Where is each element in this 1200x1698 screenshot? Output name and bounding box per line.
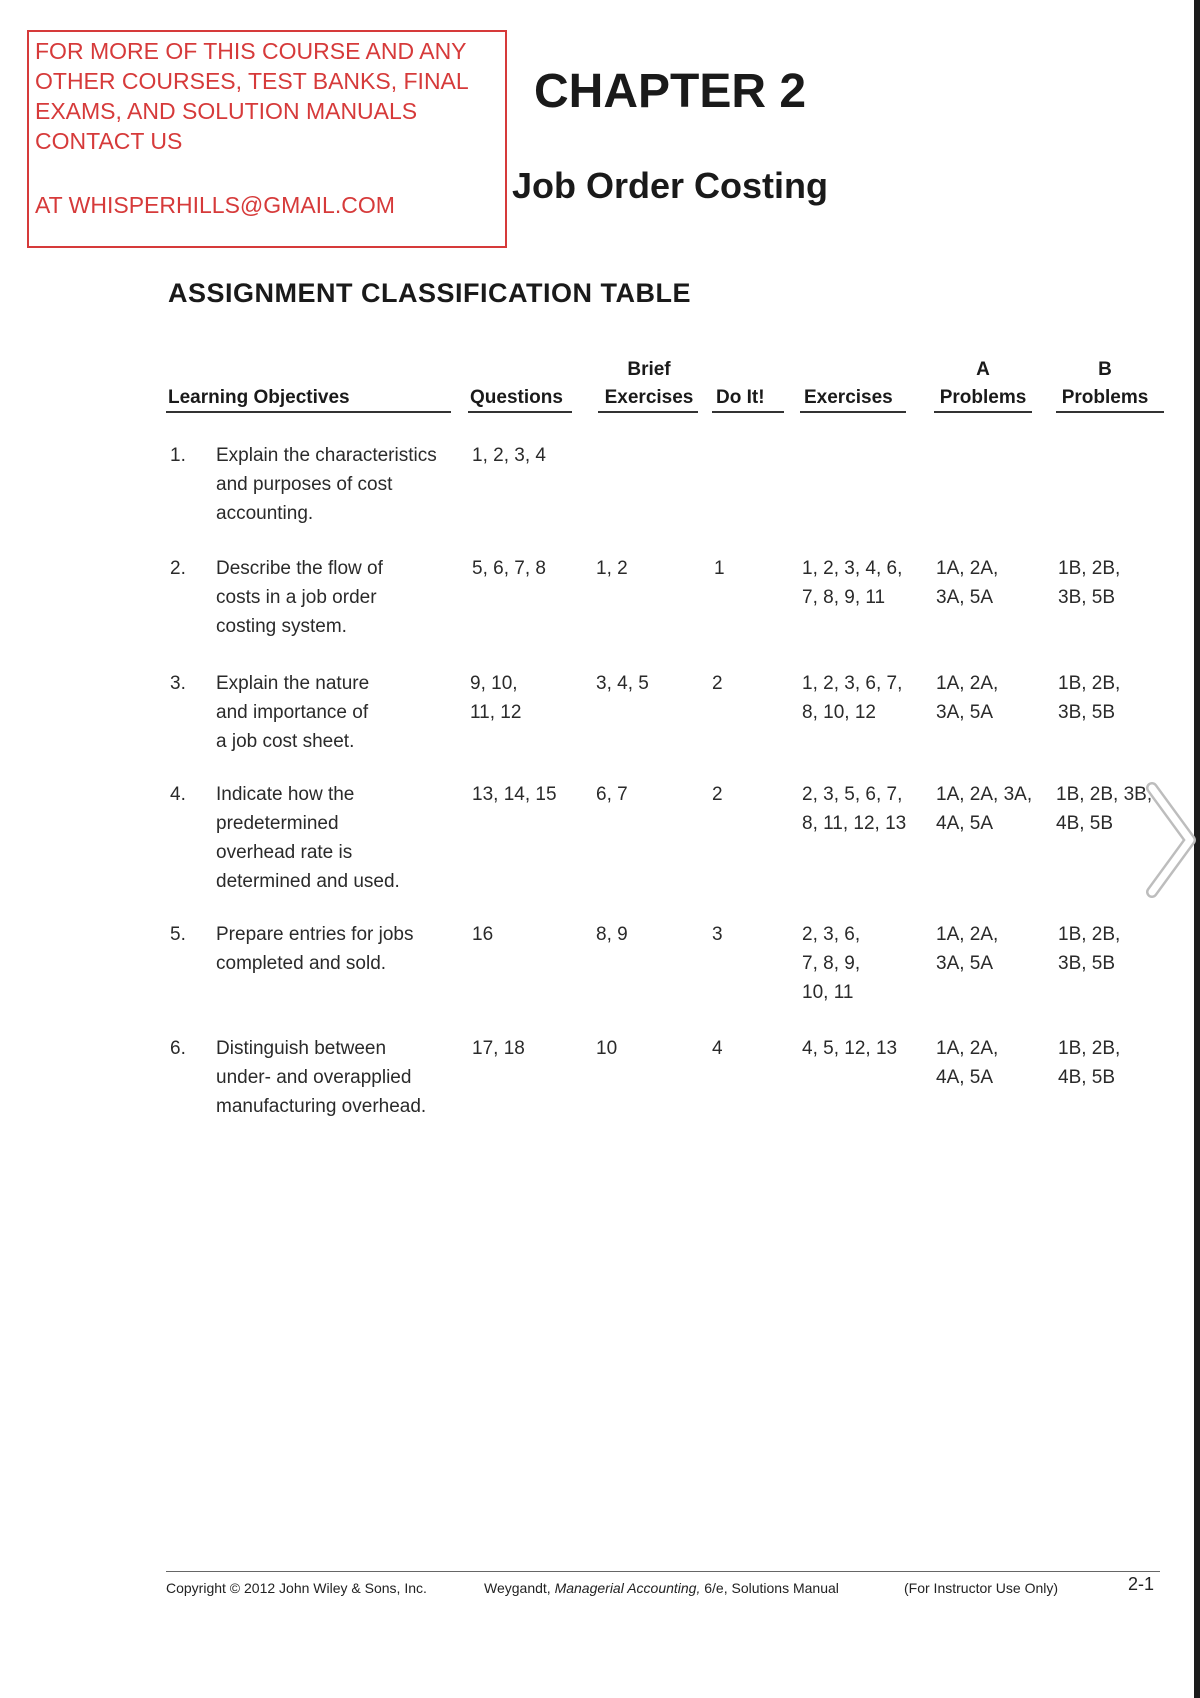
b-problems-cell: 1B, 2B, 3B, 5B: [1058, 924, 1121, 974]
a-problems-cell: 1A, 2A, 4A, 5A: [936, 1038, 999, 1088]
a-problems-cell: 1A, 2A, 3A, 4A, 5A: [936, 784, 1033, 834]
brief-exercises-cell: 1, 2: [596, 558, 628, 579]
footer-rule: [166, 1571, 1160, 1572]
objective-number: 4.: [170, 784, 186, 805]
objective-number: 6.: [170, 1038, 186, 1059]
header-underline: [712, 411, 784, 413]
b-problems-cell: 1B, 2B, 3B, 5B: [1058, 558, 1121, 608]
exercises-cell: 1, 2, 3, 4, 6, 7, 8, 9, 11: [802, 558, 903, 608]
header-underline: [468, 411, 572, 413]
b-problems-cell: 1B, 2B, 3B, 5B: [1058, 673, 1121, 723]
objective-text: Explain the nature and importance of a job cost sheet.: [216, 673, 370, 752]
brief-exercises-cell: 10: [596, 1038, 618, 1059]
chapter-title: CHAPTER 2: [534, 65, 807, 118]
promo-line: FOR MORE OF THIS COURSE AND ANY: [35, 38, 467, 64]
brief-exercises-cell: 6, 7: [596, 784, 628, 805]
questions-cell: 13, 14, 15: [472, 784, 557, 805]
do-it-cell: 3: [712, 924, 723, 945]
questions-cell: 1, 2, 3, 4: [472, 445, 546, 466]
a-problems-cell: 1A, 2A, 3A, 5A: [936, 924, 999, 974]
exercises-cell: 4, 5, 12, 13: [802, 1038, 898, 1059]
b-problems-cell: 1B, 2B, 3B, 4B, 5B: [1056, 784, 1153, 834]
promo-line: EXAMS, AND SOLUTION MANUALS: [35, 98, 418, 124]
exercises-cell: 2, 3, 6, 7, 8, 9, 10, 11: [802, 924, 861, 1003]
promo-line: OTHER COURSES, TEST BANKS, FINAL: [35, 68, 469, 94]
do-it-cell: 2: [712, 784, 723, 805]
questions-cell: 9, 10, 11, 12: [470, 673, 522, 723]
header-underline: [934, 411, 1032, 413]
objective-text: Explain the characteristics and purposes of cost accounting.: [216, 445, 437, 524]
objective-text: Describe the flow of costs in a job order costing system.: [216, 558, 383, 637]
header-learning-objectives: Learning Objectives: [168, 387, 350, 408]
header-exercises: Exercises: [804, 387, 893, 408]
brief-exercises-cell: 8, 9: [596, 924, 628, 945]
a-problems-cell: 1A, 2A, 3A, 5A: [936, 673, 999, 723]
questions-cell: 17, 18: [472, 1038, 525, 1059]
do-it-cell: 1: [714, 558, 725, 579]
exercises-cell: 2, 3, 5, 6, 7, 8, 11, 12, 13: [802, 784, 907, 834]
table-title: ASSIGNMENT CLASSIFICATION TABLE: [168, 278, 691, 308]
header-a-problems: A Problems: [939, 359, 1027, 408]
next-page-chevron-icon[interactable]: [1146, 782, 1198, 903]
header-underline: [598, 411, 698, 413]
header-questions: Questions: [470, 387, 563, 408]
a-problems-cell: 1A, 2A, 3A, 5A: [936, 558, 999, 608]
promo-contact-email[interactable]: AT WHISPERHILLS@GMAIL.COM: [35, 192, 395, 218]
chapter-subtitle: Job Order Costing: [512, 165, 829, 206]
header-underline: [166, 411, 451, 413]
page-number: 2-1: [1128, 1574, 1155, 1594]
promo-line: CONTACT US: [35, 128, 183, 154]
do-it-cell: 4: [712, 1038, 723, 1059]
questions-cell: 16: [472, 924, 494, 945]
objective-number: 1.: [170, 445, 186, 466]
brief-exercises-cell: 3, 4, 5: [596, 673, 649, 694]
footer-book-title: Managerial Accounting,: [554, 1580, 701, 1596]
footer-citation: Weygandt, Managerial Accounting, 6/e, Solutions Manual: [484, 1580, 839, 1596]
footer-note: (For Instructor Use Only): [904, 1580, 1059, 1596]
objective-number: 2.: [170, 558, 186, 579]
do-it-cell: 2: [712, 673, 723, 694]
exercises-cell: 1, 2, 3, 6, 7, 8, 10, 12: [802, 673, 903, 723]
header-underline: [800, 411, 906, 413]
promo-box: [27, 30, 507, 248]
header-brief-exercises: Brief Exercises: [604, 359, 694, 408]
objective-text: Indicate how the predetermined overhead rate is determined and used.: [216, 784, 400, 892]
objective-text: Prepare entries for jobs completed and sold.: [216, 924, 414, 974]
b-problems-cell: 1B, 2B, 4B, 5B: [1058, 1038, 1121, 1088]
objective-text: Distinguish between under- and overapplied manufacturing overhead.: [216, 1038, 427, 1117]
objective-number: 5.: [170, 924, 186, 945]
footer-copyright: Copyright © 2012 John Wiley & Sons, Inc.: [166, 1580, 427, 1596]
questions-cell: 5, 6, 7, 8: [472, 558, 546, 579]
header-underline: [1056, 411, 1164, 413]
header-do-it: Do It!: [716, 387, 765, 408]
objective-number: 3.: [170, 673, 186, 694]
header-b-problems: B Problems: [1061, 359, 1149, 408]
